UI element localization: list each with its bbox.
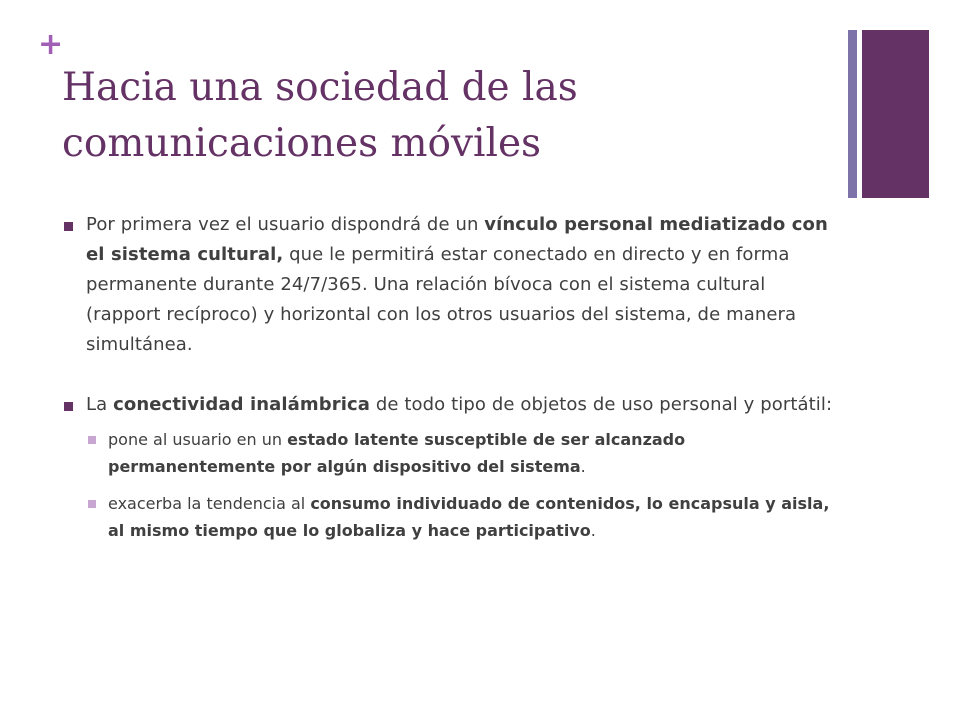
bullet-marker-icon <box>64 402 73 411</box>
sub-bullet-text: pone al usuario en un <box>108 430 288 449</box>
sub-bullet-list <box>62 426 842 544</box>
accent-bar-thin <box>848 30 857 198</box>
slide-content <box>62 210 842 554</box>
sub-bullet-marker-icon <box>88 436 96 444</box>
bullet-bold-text: vínculo personal mediatizado con el sistema cultural, <box>86 214 828 265</box>
bullet-text: de todo tipo de objetos de uso personal y portátil: <box>370 394 833 415</box>
sub-bullet-item <box>86 490 842 544</box>
sub-bullet-text: exacerba la tendencia al <box>108 494 311 513</box>
bullet-item <box>62 210 842 360</box>
slide-title: Hacia una sociedad de las comunicaciones móviles <box>62 65 578 166</box>
bullet-text: que le permitirá estar conectado en directo y en forma permanente durante 24/7/365. Una relación bívoca con el sistema cultural (rapport recíproco) y horizontal con los otros usuarios del sistema, de manera simultánea. <box>86 244 797 355</box>
accent-bar-thick <box>862 30 929 198</box>
sub-bullet-item <box>86 426 842 480</box>
bullet-text: Por primera vez el usuario dispondrá de un <box>86 214 485 235</box>
bullet-item <box>62 390 842 420</box>
sub-bullet-bold-text: estado latente susceptible de ser alcanzado permanentemente por algún dispositivo del sistema <box>108 430 686 476</box>
bullet-bold-text: conectividad inalámbrica <box>113 394 371 415</box>
sub-bullet-text: . <box>580 457 586 476</box>
sub-bullet-marker-icon <box>88 500 96 508</box>
sub-bullet-bold-text: consumo individuado de contenidos, lo encapsula y aisla, al mismo tiempo que lo globaliza y hace participativo <box>108 494 830 540</box>
plus-icon: + <box>38 27 64 62</box>
sub-bullet-text: . <box>590 521 596 540</box>
bullet-text: La <box>86 394 114 415</box>
bullet-marker-icon <box>64 222 73 231</box>
